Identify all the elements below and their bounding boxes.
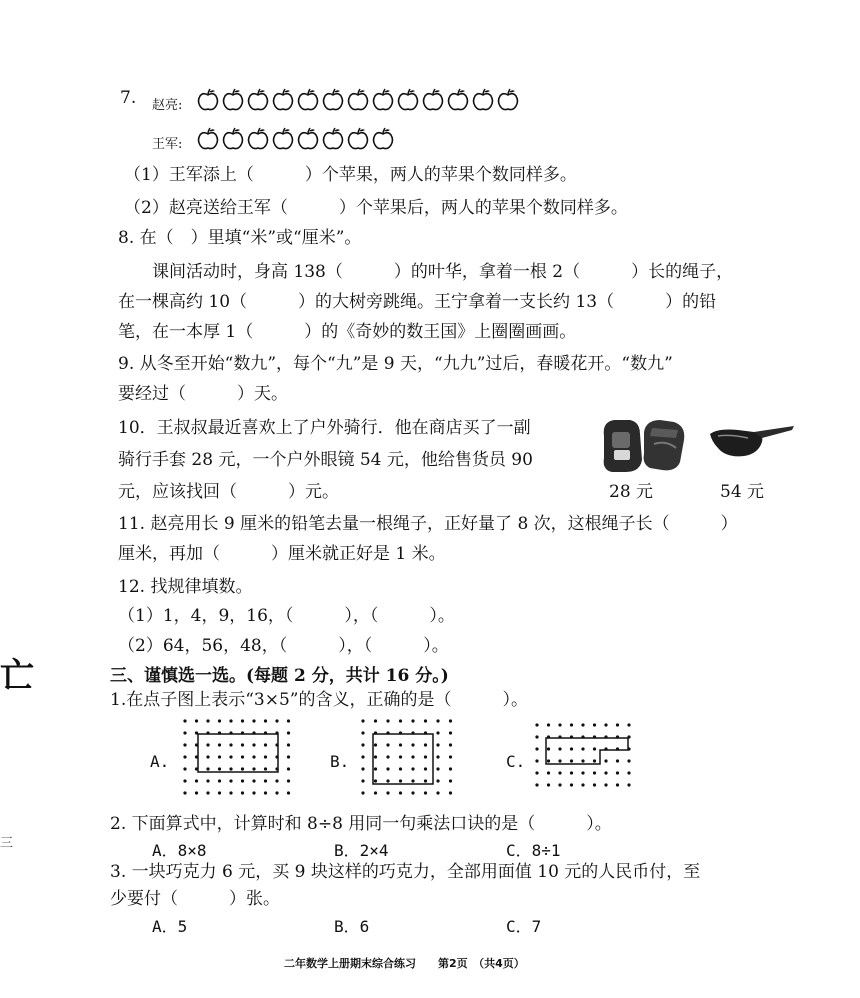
grid-dot: [570, 723, 573, 726]
grid-dot: [547, 783, 550, 786]
grid-dot: [581, 723, 584, 726]
grid-dot: [593, 771, 596, 774]
grid-dot: [581, 747, 584, 750]
margin-mark-top: 亡: [0, 656, 34, 696]
gloves-icon: [600, 414, 690, 476]
apple-icon: [396, 88, 420, 112]
q10-line3: 元，应该找回（ ）元。: [118, 482, 339, 502]
q11-line2: 厘米，再加（ ）厘米就正好是 1 米。: [118, 544, 446, 564]
grid-dot: [399, 755, 402, 758]
q8-line1: 课间活动时，身高 138（ ）的叶华，拿着一根 2（ ）长的绳子，: [152, 262, 734, 282]
grid-dot: [535, 723, 538, 726]
grid-dot: [449, 779, 452, 782]
q12-title: 12. 找规律填数。: [118, 577, 253, 597]
grid-dot: [229, 791, 232, 794]
grid-dot: [206, 767, 209, 770]
grid-dot: [386, 779, 389, 782]
grid-dot: [252, 755, 255, 758]
apple-icon: [271, 127, 295, 151]
grid-dot: [616, 723, 619, 726]
grid-dot: [436, 719, 439, 722]
grid-dot: [229, 755, 232, 758]
grid-dot: [399, 779, 402, 782]
apple-icon: [496, 88, 520, 112]
gloves-price: 28 元: [609, 482, 654, 502]
grid-dot: [424, 755, 427, 758]
grid-dot: [275, 791, 278, 794]
grid-dot: [183, 755, 186, 758]
grid-dot: [411, 767, 414, 770]
mc1-option-b: B.: [330, 752, 350, 771]
grid-dot: [399, 719, 402, 722]
grid-dot: [374, 767, 377, 770]
grid-dot: [218, 743, 221, 746]
mc3-option-a: A．5: [152, 917, 188, 936]
grid-dot: [252, 719, 255, 722]
q9-line1: 9. 从冬至开始“数九”，每个“九”是 9 天，“九九”过后，春暖花开。“数九”: [118, 354, 673, 374]
grid-dot: [264, 779, 267, 782]
grid-dot: [287, 731, 290, 734]
grid-dot: [593, 747, 596, 750]
apple-icon: [471, 88, 495, 112]
grid-dot: [287, 791, 290, 794]
grid-dot: [411, 791, 414, 794]
grid-dot: [374, 719, 377, 722]
apple-icon: [446, 88, 470, 112]
grid-dot: [195, 779, 198, 782]
grouping-outline: [198, 734, 278, 772]
grid-dot: [287, 719, 290, 722]
grid-dot: [183, 719, 186, 722]
grid-dot: [593, 759, 596, 762]
q7-wang-label: 王军:: [152, 137, 183, 152]
mc1-option-c: C.: [506, 752, 526, 771]
grid-dot: [361, 779, 364, 782]
dot-grid-b: [360, 718, 460, 804]
grid-dot: [229, 719, 232, 722]
apple-icon: [421, 88, 445, 112]
grid-dot: [627, 783, 630, 786]
grid-dot: [558, 759, 561, 762]
grid-dot: [229, 767, 232, 770]
q12-part2: （2）64，56，48，（ ），（ ）。: [118, 636, 449, 656]
grid-dot: [411, 719, 414, 722]
grid-dot: [616, 771, 619, 774]
grid-dot: [275, 779, 278, 782]
zhao-apple-row: [196, 88, 520, 112]
grid-dot: [374, 791, 377, 794]
grid-dot: [206, 791, 209, 794]
q12-part1: （1）1，4，9，16，（ ），（ ）。: [118, 606, 455, 626]
q8-title: 8. 在（ ）里填“米”或“厘米”。: [118, 228, 362, 248]
grouping-outline: [373, 734, 433, 784]
grid-dot: [424, 719, 427, 722]
q10-line1: 10．王叔叔最近喜欢上了户外骑行．他在商店买了一副: [118, 418, 531, 438]
grid-dot: [558, 723, 561, 726]
apple-icon: [296, 88, 320, 112]
grid-dot: [424, 743, 427, 746]
mc3-line2: 少要付（ ）张。: [110, 889, 280, 909]
page-footer: 二年数学上册期末综合练习 第2页 （共4页）: [284, 957, 525, 970]
grid-dot: [195, 791, 198, 794]
grid-dot: [558, 747, 561, 750]
grid-dot: [386, 791, 389, 794]
grid-dot: [183, 767, 186, 770]
grid-dot: [206, 779, 209, 782]
grid-dot: [449, 755, 452, 758]
apple-icon: [371, 88, 395, 112]
grid-dot: [424, 767, 427, 770]
grid-dot: [535, 759, 538, 762]
grid-dot: [374, 743, 377, 746]
grid-dot: [287, 767, 290, 770]
mc3-option-b: B．6: [334, 917, 370, 936]
grid-dot: [616, 783, 619, 786]
grid-dot: [241, 791, 244, 794]
grid-dot: [287, 779, 290, 782]
grid-dot: [264, 719, 267, 722]
grid-dot: [535, 747, 538, 750]
grid-dot: [411, 779, 414, 782]
grid-dot: [218, 719, 221, 722]
mc2-option-a: A．8×8: [152, 841, 207, 860]
grid-dot: [449, 767, 452, 770]
grid-dot: [436, 779, 439, 782]
grid-dot: [581, 783, 584, 786]
q8-line2: 在一棵高约 10（ ）的大树旁跳绳。王宁拿着一支长约 13（ ）的铅: [118, 292, 717, 312]
grid-dot: [264, 755, 267, 758]
mc1-option-a: A.: [150, 752, 170, 771]
q9-line2: 要经过（ ）天。: [118, 384, 288, 404]
grid-dot: [399, 743, 402, 746]
grid-dot: [183, 791, 186, 794]
grid-dot: [449, 719, 452, 722]
grid-dot: [252, 791, 255, 794]
wang-apple-row: [196, 127, 395, 151]
grid-dot: [241, 767, 244, 770]
grid-dot: [570, 759, 573, 762]
grid-dot: [547, 771, 550, 774]
grid-dot: [206, 719, 209, 722]
dot-grid-c: [534, 722, 632, 798]
grid-dot: [229, 743, 232, 746]
apple-icon: [271, 88, 295, 112]
apple-icon: [321, 127, 345, 151]
grid-dot: [252, 779, 255, 782]
grid-dot: [449, 731, 452, 734]
grid-dot: [386, 755, 389, 758]
grid-dot: [361, 791, 364, 794]
apple-icon: [221, 127, 245, 151]
grid-dot: [535, 783, 538, 786]
q10-line2: 骑行手套 28 元，一个户外眼镜 54 元，他给售货员 90: [118, 450, 533, 470]
grid-dot: [570, 783, 573, 786]
mc3-line1: 3. 一块巧克力 6 元，买 9 块这样的巧克力，全部用面值 10 元的人民币付，至: [110, 862, 701, 882]
margin-mark-bottom: 三: [0, 836, 14, 851]
grid-dot: [287, 755, 290, 758]
grid-dot: [183, 731, 186, 734]
grid-dot: [264, 791, 267, 794]
grid-dot: [558, 771, 561, 774]
grid-dot: [361, 755, 364, 758]
grid-dot: [361, 719, 364, 722]
apple-icon: [221, 88, 245, 112]
grid-dot: [604, 771, 607, 774]
grid-dot: [287, 743, 290, 746]
grid-dot: [449, 791, 452, 794]
grid-dot: [424, 791, 427, 794]
grid-dot: [436, 791, 439, 794]
grid-dot: [183, 779, 186, 782]
grid-dot: [361, 767, 364, 770]
grid-dot: [535, 771, 538, 774]
grid-dot: [374, 779, 377, 782]
grid-dot: [627, 723, 630, 726]
mc2-option-b: B．2×4: [334, 841, 389, 860]
q7-zhao-label: 赵亮:: [152, 98, 183, 113]
grid-dot: [411, 743, 414, 746]
grid-dot: [241, 779, 244, 782]
grid-dot: [241, 755, 244, 758]
grid-dot: [361, 731, 364, 734]
grid-dot: [627, 759, 630, 762]
grid-dot: [570, 747, 573, 750]
grid-dot: [604, 723, 607, 726]
grid-dot: [399, 791, 402, 794]
grid-dot: [570, 771, 573, 774]
q7-number: 7.: [120, 88, 137, 108]
apple-icon: [246, 127, 270, 151]
grid-dot: [218, 791, 221, 794]
grid-dot: [593, 723, 596, 726]
grid-dot: [604, 783, 607, 786]
grid-dot: [436, 743, 439, 746]
q7-part1: （1）王军添上（ ）个苹果，两人的苹果个数同样多。: [124, 165, 577, 185]
mc1-question: 1.在点子图上表示“3×5”的含义，正确的是（ ）。: [110, 690, 528, 710]
mc2-question: 2. 下面算式中，计算时和 8÷8 用同一句乘法口诀的是（ ）。: [110, 814, 612, 834]
grid-dot: [218, 767, 221, 770]
q8-line3: 笔，在一本厚 1（ ）的《奇妙的数王国》上圈圈画画。: [118, 322, 577, 342]
grid-dot: [264, 767, 267, 770]
grid-dot: [218, 779, 221, 782]
grid-dot: [386, 743, 389, 746]
mc2-option-c: C．8÷1: [506, 841, 561, 860]
grid-dot: [183, 743, 186, 746]
grid-dot: [386, 767, 389, 770]
apple-icon: [246, 88, 270, 112]
grid-dot: [581, 759, 584, 762]
apple-icon: [196, 127, 220, 151]
grid-dot: [195, 719, 198, 722]
grid-dot: [547, 747, 550, 750]
grid-dot: [449, 743, 452, 746]
grid-dot: [535, 735, 538, 738]
grid-dot: [386, 719, 389, 722]
grid-dot: [241, 719, 244, 722]
grid-dot: [206, 743, 209, 746]
grid-dot: [229, 779, 232, 782]
grid-dot: [616, 759, 619, 762]
grid-dot: [264, 743, 267, 746]
grid-dot: [218, 755, 221, 758]
grid-dot: [604, 759, 607, 762]
grid-dot: [411, 755, 414, 758]
grid-dot: [581, 771, 584, 774]
grid-dot: [374, 755, 377, 758]
grid-dot: [241, 743, 244, 746]
apple-icon: [371, 127, 395, 151]
grid-dot: [627, 771, 630, 774]
apple-icon: [346, 127, 370, 151]
dot-grid-a: [182, 718, 294, 804]
glasses-price: 54 元: [720, 482, 765, 502]
q11-line1: 11. 赵亮用长 9 厘米的铅笔去量一根绳子，正好量了 8 次，这根绳子长（ ）: [118, 514, 738, 534]
grid-dot: [436, 731, 439, 734]
section3-heading: 三、谨慎选一选。(每题 2 分，共计 16 分。): [110, 666, 449, 686]
grid-dot: [252, 767, 255, 770]
grid-dot: [252, 743, 255, 746]
q7-part2: （2）赵亮送给王军（ ）个苹果后，两人的苹果个数同样多。: [124, 198, 628, 218]
mc3-option-c: C．7: [506, 917, 542, 936]
grid-dot: [275, 719, 278, 722]
grid-dot: [547, 759, 550, 762]
grid-dot: [399, 767, 402, 770]
grid-dot: [361, 743, 364, 746]
grid-dot: [436, 755, 439, 758]
sunglasses-icon: [708, 424, 796, 464]
grid-dot: [547, 723, 550, 726]
grouping-outline: [546, 738, 628, 764]
grid-dot: [436, 767, 439, 770]
apple-icon: [346, 88, 370, 112]
apple-icon: [196, 88, 220, 112]
apple-icon: [321, 88, 345, 112]
apple-icon: [296, 127, 320, 151]
grid-dot: [206, 755, 209, 758]
grid-dot: [593, 783, 596, 786]
grid-dot: [424, 779, 427, 782]
grid-dot: [558, 783, 561, 786]
